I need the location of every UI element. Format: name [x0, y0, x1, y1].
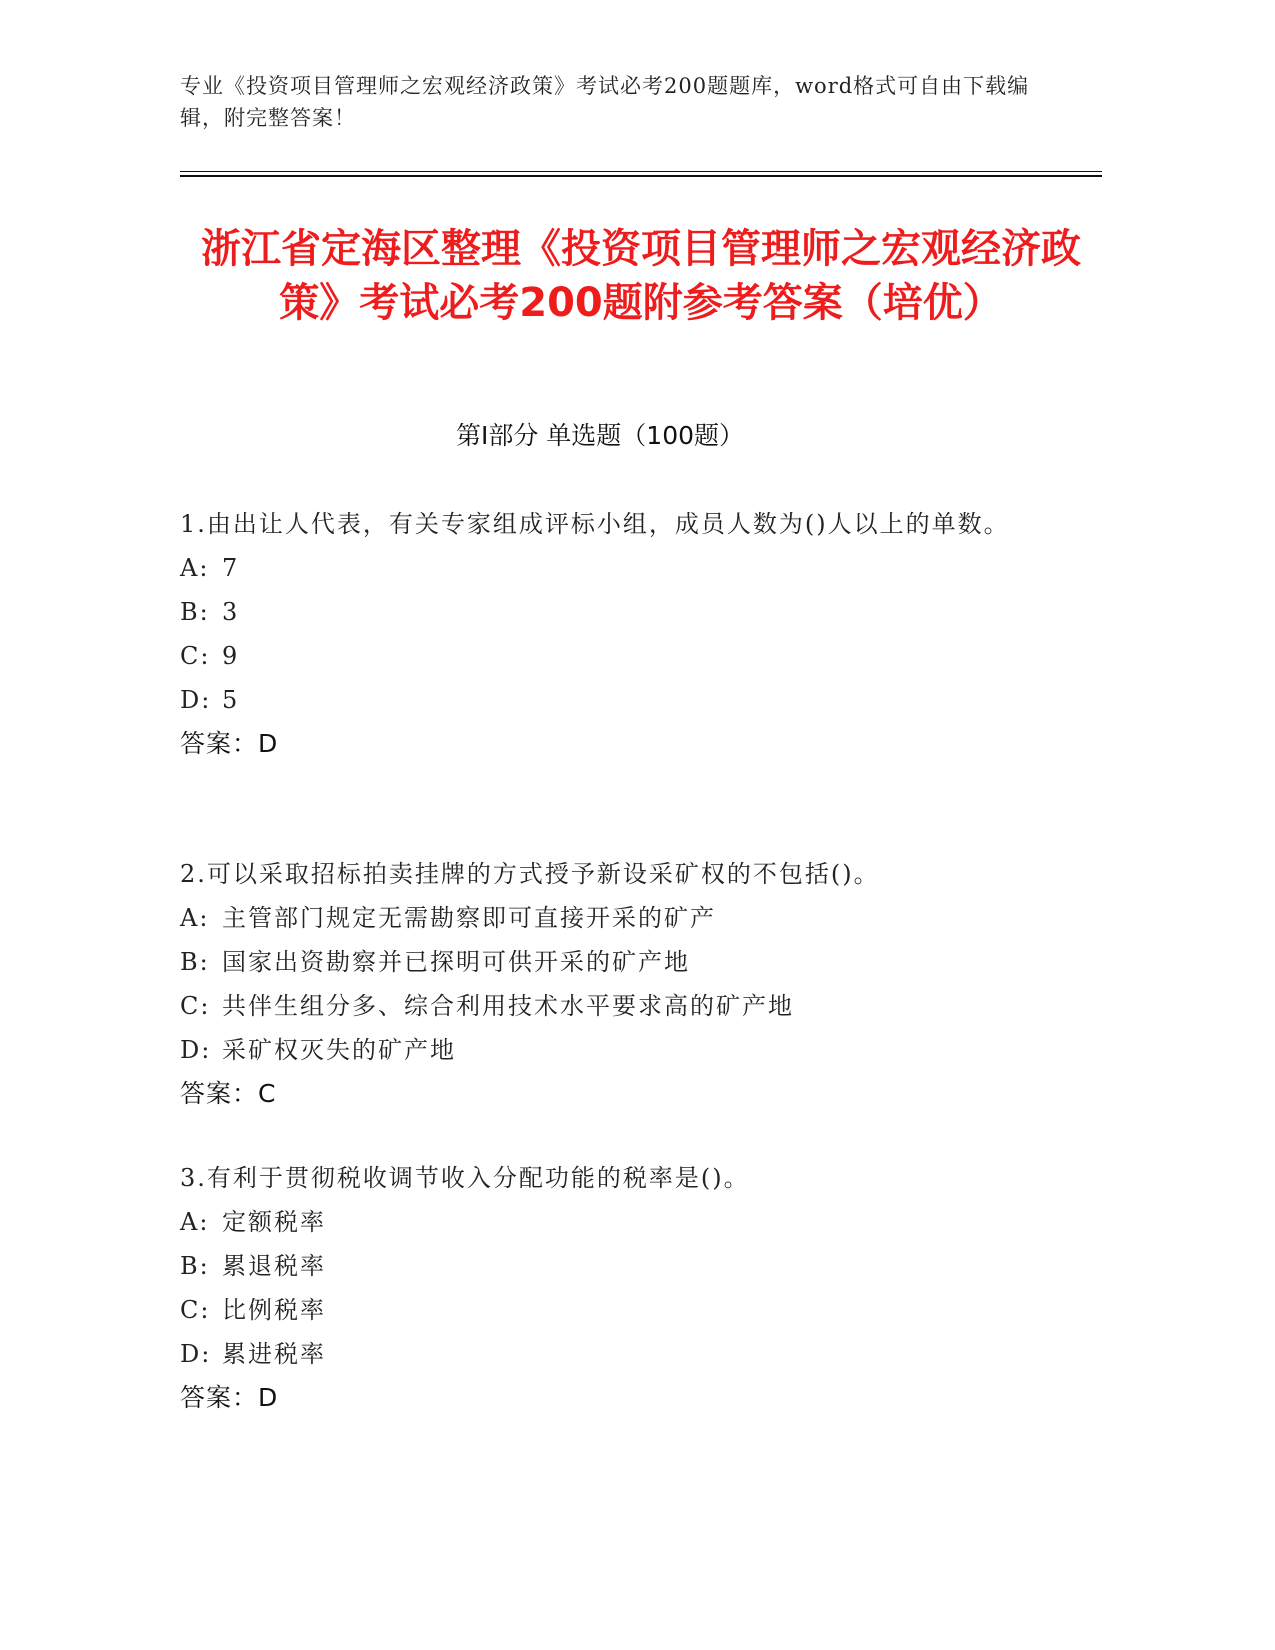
question-3 [180, 1156, 1040, 1420]
option-c [180, 634, 1040, 678]
option-b [180, 590, 1040, 634]
option-c [180, 984, 1040, 1028]
option-d [180, 1028, 1040, 1072]
document-title: 浙江省定海区整理《投资项目管理师之宏观经济政策》考试必考200题附参考答案（培优） [201, 226, 1081, 326]
option-c [180, 1288, 1040, 1332]
question-2 [180, 852, 1040, 1116]
section-title: 第Ⅰ部分 单选题（100题） [455, 421, 745, 450]
option-letter: D: [180, 1340, 212, 1368]
question-stem: 1.由出让人代表，有关专家组成评标小组，成员人数为()人以上的单数。 [180, 510, 1010, 538]
option-letter: D: [180, 686, 212, 714]
answer-line: 答案：D [180, 729, 279, 758]
answer-line: 答案：D [180, 1383, 279, 1412]
option-text: 5 [222, 686, 240, 714]
option-letter: B: [180, 598, 210, 626]
option-letter: A: [180, 904, 210, 932]
option-letter: C: [180, 992, 211, 1020]
option-letter: D: [180, 1036, 212, 1064]
option-text: 定额税率 [222, 1208, 326, 1236]
option-letter: C: [180, 642, 211, 670]
option-text: 主管部门规定无需勘察即可直接开采的矿产 [222, 904, 716, 932]
option-letter: C: [180, 1296, 211, 1324]
option-text: 采矿权灭失的矿产地 [222, 1036, 456, 1064]
option-letter: A: [180, 554, 210, 582]
option-a [180, 896, 1040, 940]
answer-line: 答案：C [180, 1079, 277, 1108]
option-b [180, 940, 1040, 984]
question-stem: 2.可以采取招标拍卖挂牌的方式授予新设采矿权的不包括()。 [180, 860, 880, 888]
option-text: 3 [222, 598, 240, 626]
option-text: 9 [222, 642, 240, 670]
option-b [180, 1244, 1040, 1288]
option-text: 累退税率 [222, 1252, 326, 1280]
option-a [180, 1200, 1040, 1244]
option-letter: B: [180, 948, 210, 976]
question-stem: 3.有利于贯彻税收调节收入分配功能的税率是()。 [180, 1164, 750, 1192]
header-note: 专业《投资项目管理师之宏观经济政策》考试必考200题题库，word格式可自由下载编辑，附完整答案！ [180, 74, 1030, 130]
option-text: 共伴生组分多、综合利用技术水平要求高的矿产地 [222, 992, 794, 1020]
header-divider-thin [180, 171, 1102, 172]
option-d [180, 1332, 1040, 1376]
header-divider-thick [180, 175, 1102, 177]
option-d [180, 678, 1040, 722]
option-text: 累进税率 [222, 1340, 326, 1368]
option-text: 国家出资勘察并已探明可供开采的矿产地 [222, 948, 690, 976]
option-a [180, 546, 1040, 590]
option-letter: A: [180, 1208, 210, 1236]
question-1 [180, 502, 1040, 766]
option-text: 比例税率 [222, 1296, 326, 1324]
option-letter: B: [180, 1252, 210, 1280]
option-text: 7 [222, 554, 240, 582]
